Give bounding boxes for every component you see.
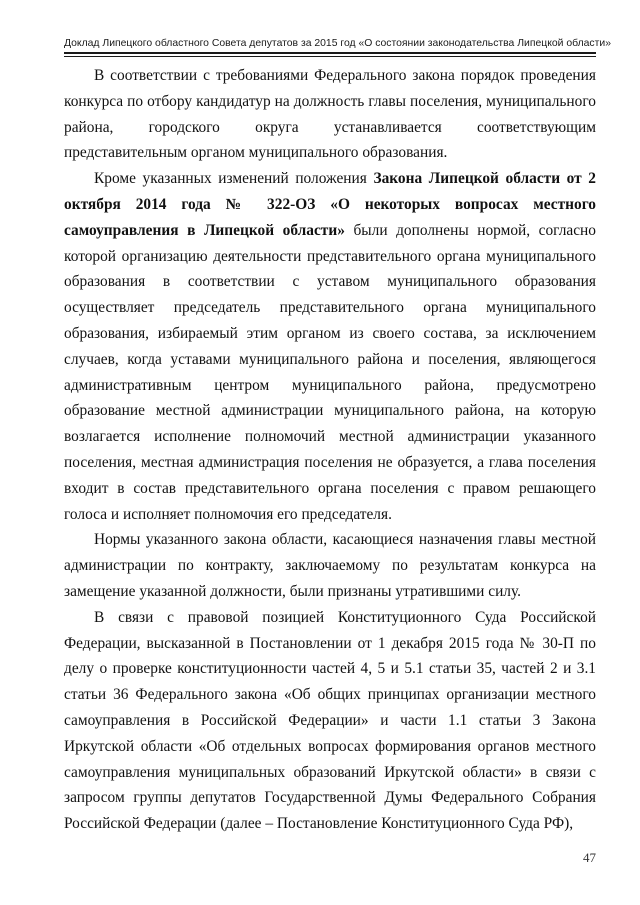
page-number: 47 (583, 850, 596, 865)
paragraph-repealed-norms: Нормы указанного закона области, касающиеся назначения главы местной администрации по контракту, заключаемому по результатам конкурса на замещение указанной должности, были признаны утратившими силу. (64, 531, 596, 600)
running-header: Доклад Липецкого областного Совета депутатов за 2015 год «О состоянии законодательства Липецкой области» (64, 38, 611, 49)
paragraph-constitutional-court: В связи с правовой позицией Конституционного Суда Российской Федерации, высказанной в Постановлении от 1 декабря 2015 года № 30-П по делу о проверке конституционности частей 4, 5 и 5.1 статьи 35, частей 2 и 3.1 статьи 36 Федерального закона «Об общих принципах организации местного самоуправления в Российской Федерации» и части 1.1 статьи 3 Закона Иркутской области «Об отдельных вопросах формирования органов местного самоуправления муниципальных образований Иркутской области» в связи с запросом группы депутатов Государственной Думы Федерального Собрания Российской Федерации (далее – Постановление Конституционного Суда РФ), (64, 608, 596, 833)
law-citation-bold: Закона Липецкой области от 2 октября 2014 года № 322-ОЗ «О некоторых вопросах местного самоуправления в Липецкой области» (64, 170, 597, 239)
paragraph-law-amendments (64, 166, 596, 527)
header-rule (64, 52, 596, 54)
header-rule-secondary (64, 56, 596, 57)
paragraph-competition-procedure: В соответствии с требованиями Федерального закона порядок проведения конкурса по отбору кандидатур на должность главы поселения, муниципального района, городского округа устанавливается соответствующим представительным органом муниципального образования. (64, 67, 596, 162)
paragraph-continuation: были дополнены нормой, согласно которой организацию деятельности представительного органа муниципального образования в соответствии с уставом муниципального образования осуществляет председатель представительного органа муниципального образования, избираемый этим органом из своего состава, за исключением случаев, когда уставами муниципального района и поселения, являющегося административным центром муниципального района, предусмотрено образование местной администрации муниципального района, на которую возлагается исполнение полномочий местной администрации указанного поселения, местная администрация поселения не образуется, а глава поселения входит в состав представительного органа поселения с правом решающего голоса и исполняет полномочия его председателя. (64, 221, 596, 523)
paragraph-lead-in: Кроме указанных изменений положения (94, 170, 374, 188)
body-text (64, 63, 596, 837)
